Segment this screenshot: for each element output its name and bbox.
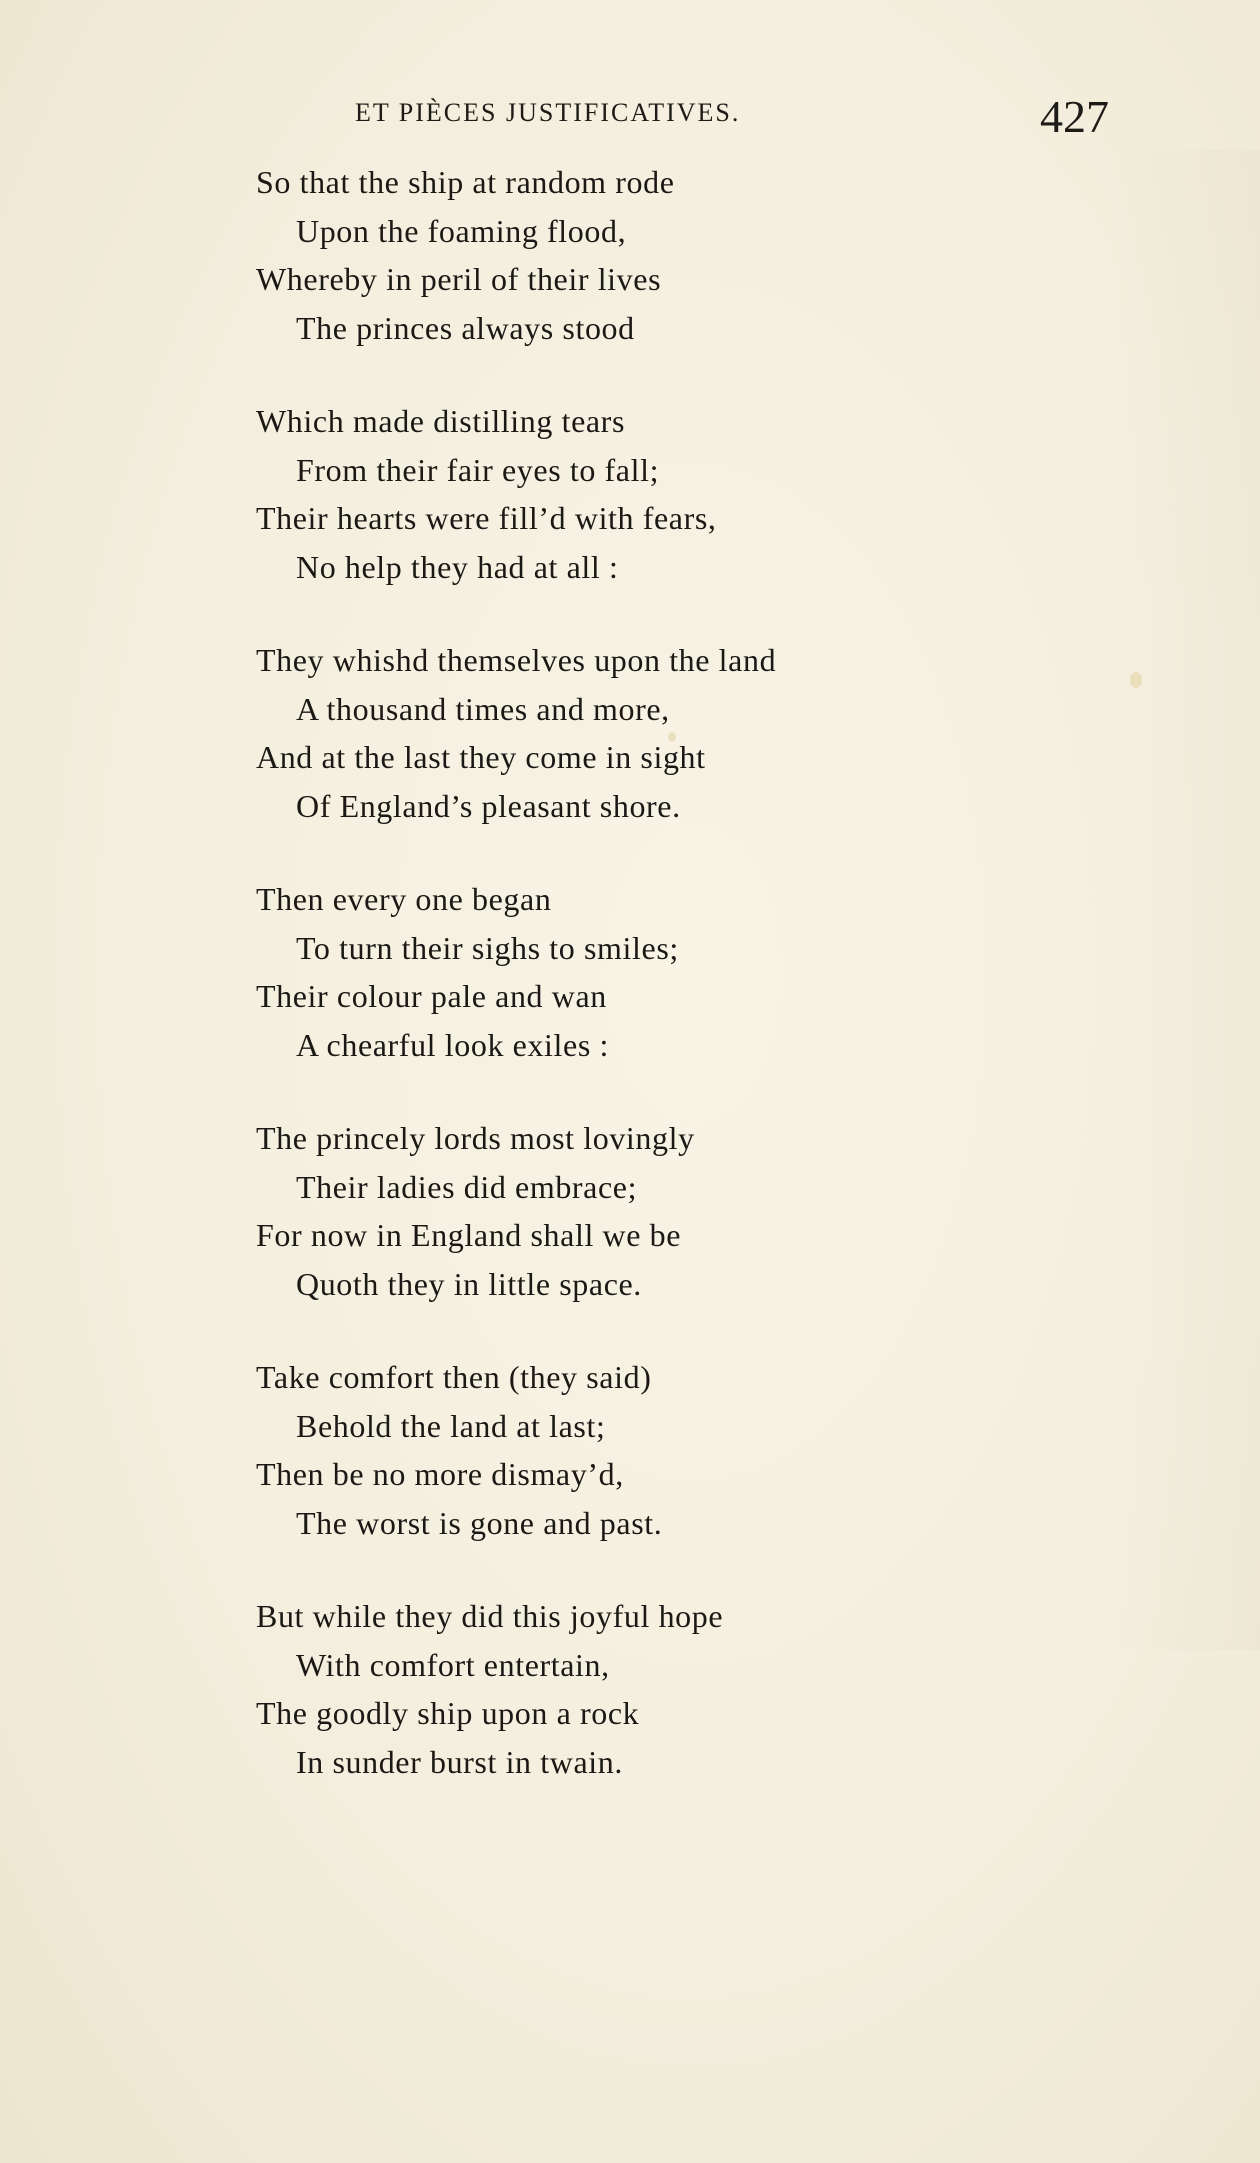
verse-line: In sunder burst in twain. xyxy=(296,1743,623,1780)
verse-line: Of England’s pleasant shore. xyxy=(296,787,681,824)
verse-line: Then be no more dismay’d, xyxy=(256,1456,624,1492)
verse-line: Then every one began xyxy=(256,881,552,917)
verse-line: Which made distilling tears xyxy=(256,403,625,439)
verse-line: A chearful look exiles : xyxy=(296,1026,609,1063)
verse-line: With comfort entertain, xyxy=(296,1646,610,1683)
running-title: ET PIÈCES JUSTIFICATIVES. xyxy=(355,98,741,127)
verse-line: A thousand times and more, xyxy=(296,690,670,727)
stanza xyxy=(256,1114,1016,1308)
show-through-shading xyxy=(1110,150,1260,1650)
verse-line: No help they had at all : xyxy=(296,548,619,585)
verse-line: Their colour pale and wan xyxy=(256,978,607,1014)
paper-stain xyxy=(1130,672,1142,688)
poem xyxy=(256,158,1016,1831)
stanza xyxy=(256,397,1016,591)
verse-line: The worst is gone and past. xyxy=(296,1504,663,1541)
verse-line: Behold the land at last; xyxy=(296,1407,606,1444)
stanza xyxy=(256,875,1016,1069)
verse-line: To turn their sighs to smiles; xyxy=(296,929,679,966)
verse-line: And at the last they come in sight xyxy=(256,739,706,775)
verse-line: So that the ship at random rode xyxy=(256,164,675,200)
verse-line: The goodly ship upon a rock xyxy=(256,1695,640,1731)
verse-line: The princely lords most lovingly xyxy=(256,1120,695,1156)
verse-line: They whishd themselves upon the land xyxy=(256,642,777,678)
verse-line: Their hearts were fill’d with fears, xyxy=(256,500,717,536)
page-number: 427 xyxy=(1040,91,1109,142)
verse-line: Quoth they in little space. xyxy=(296,1265,642,1302)
verse-line: But while they did this joyful hope xyxy=(256,1598,724,1634)
verse-line: For now in England shall we be xyxy=(256,1217,682,1253)
verse-line: From their fair eyes to fall; xyxy=(296,451,660,488)
stanza xyxy=(256,1592,1016,1786)
stanza xyxy=(256,1353,1016,1547)
stanza xyxy=(256,158,1016,352)
verse-line: Take comfort then (they said) xyxy=(256,1359,652,1395)
verse-line: Upon the foaming flood, xyxy=(296,212,627,249)
stanza xyxy=(256,636,1016,830)
verse-line: The princes always stood xyxy=(296,309,635,346)
verse-line: Whereby in peril of their lives xyxy=(256,261,662,297)
verse-line: Their ladies did embrace; xyxy=(296,1168,638,1205)
